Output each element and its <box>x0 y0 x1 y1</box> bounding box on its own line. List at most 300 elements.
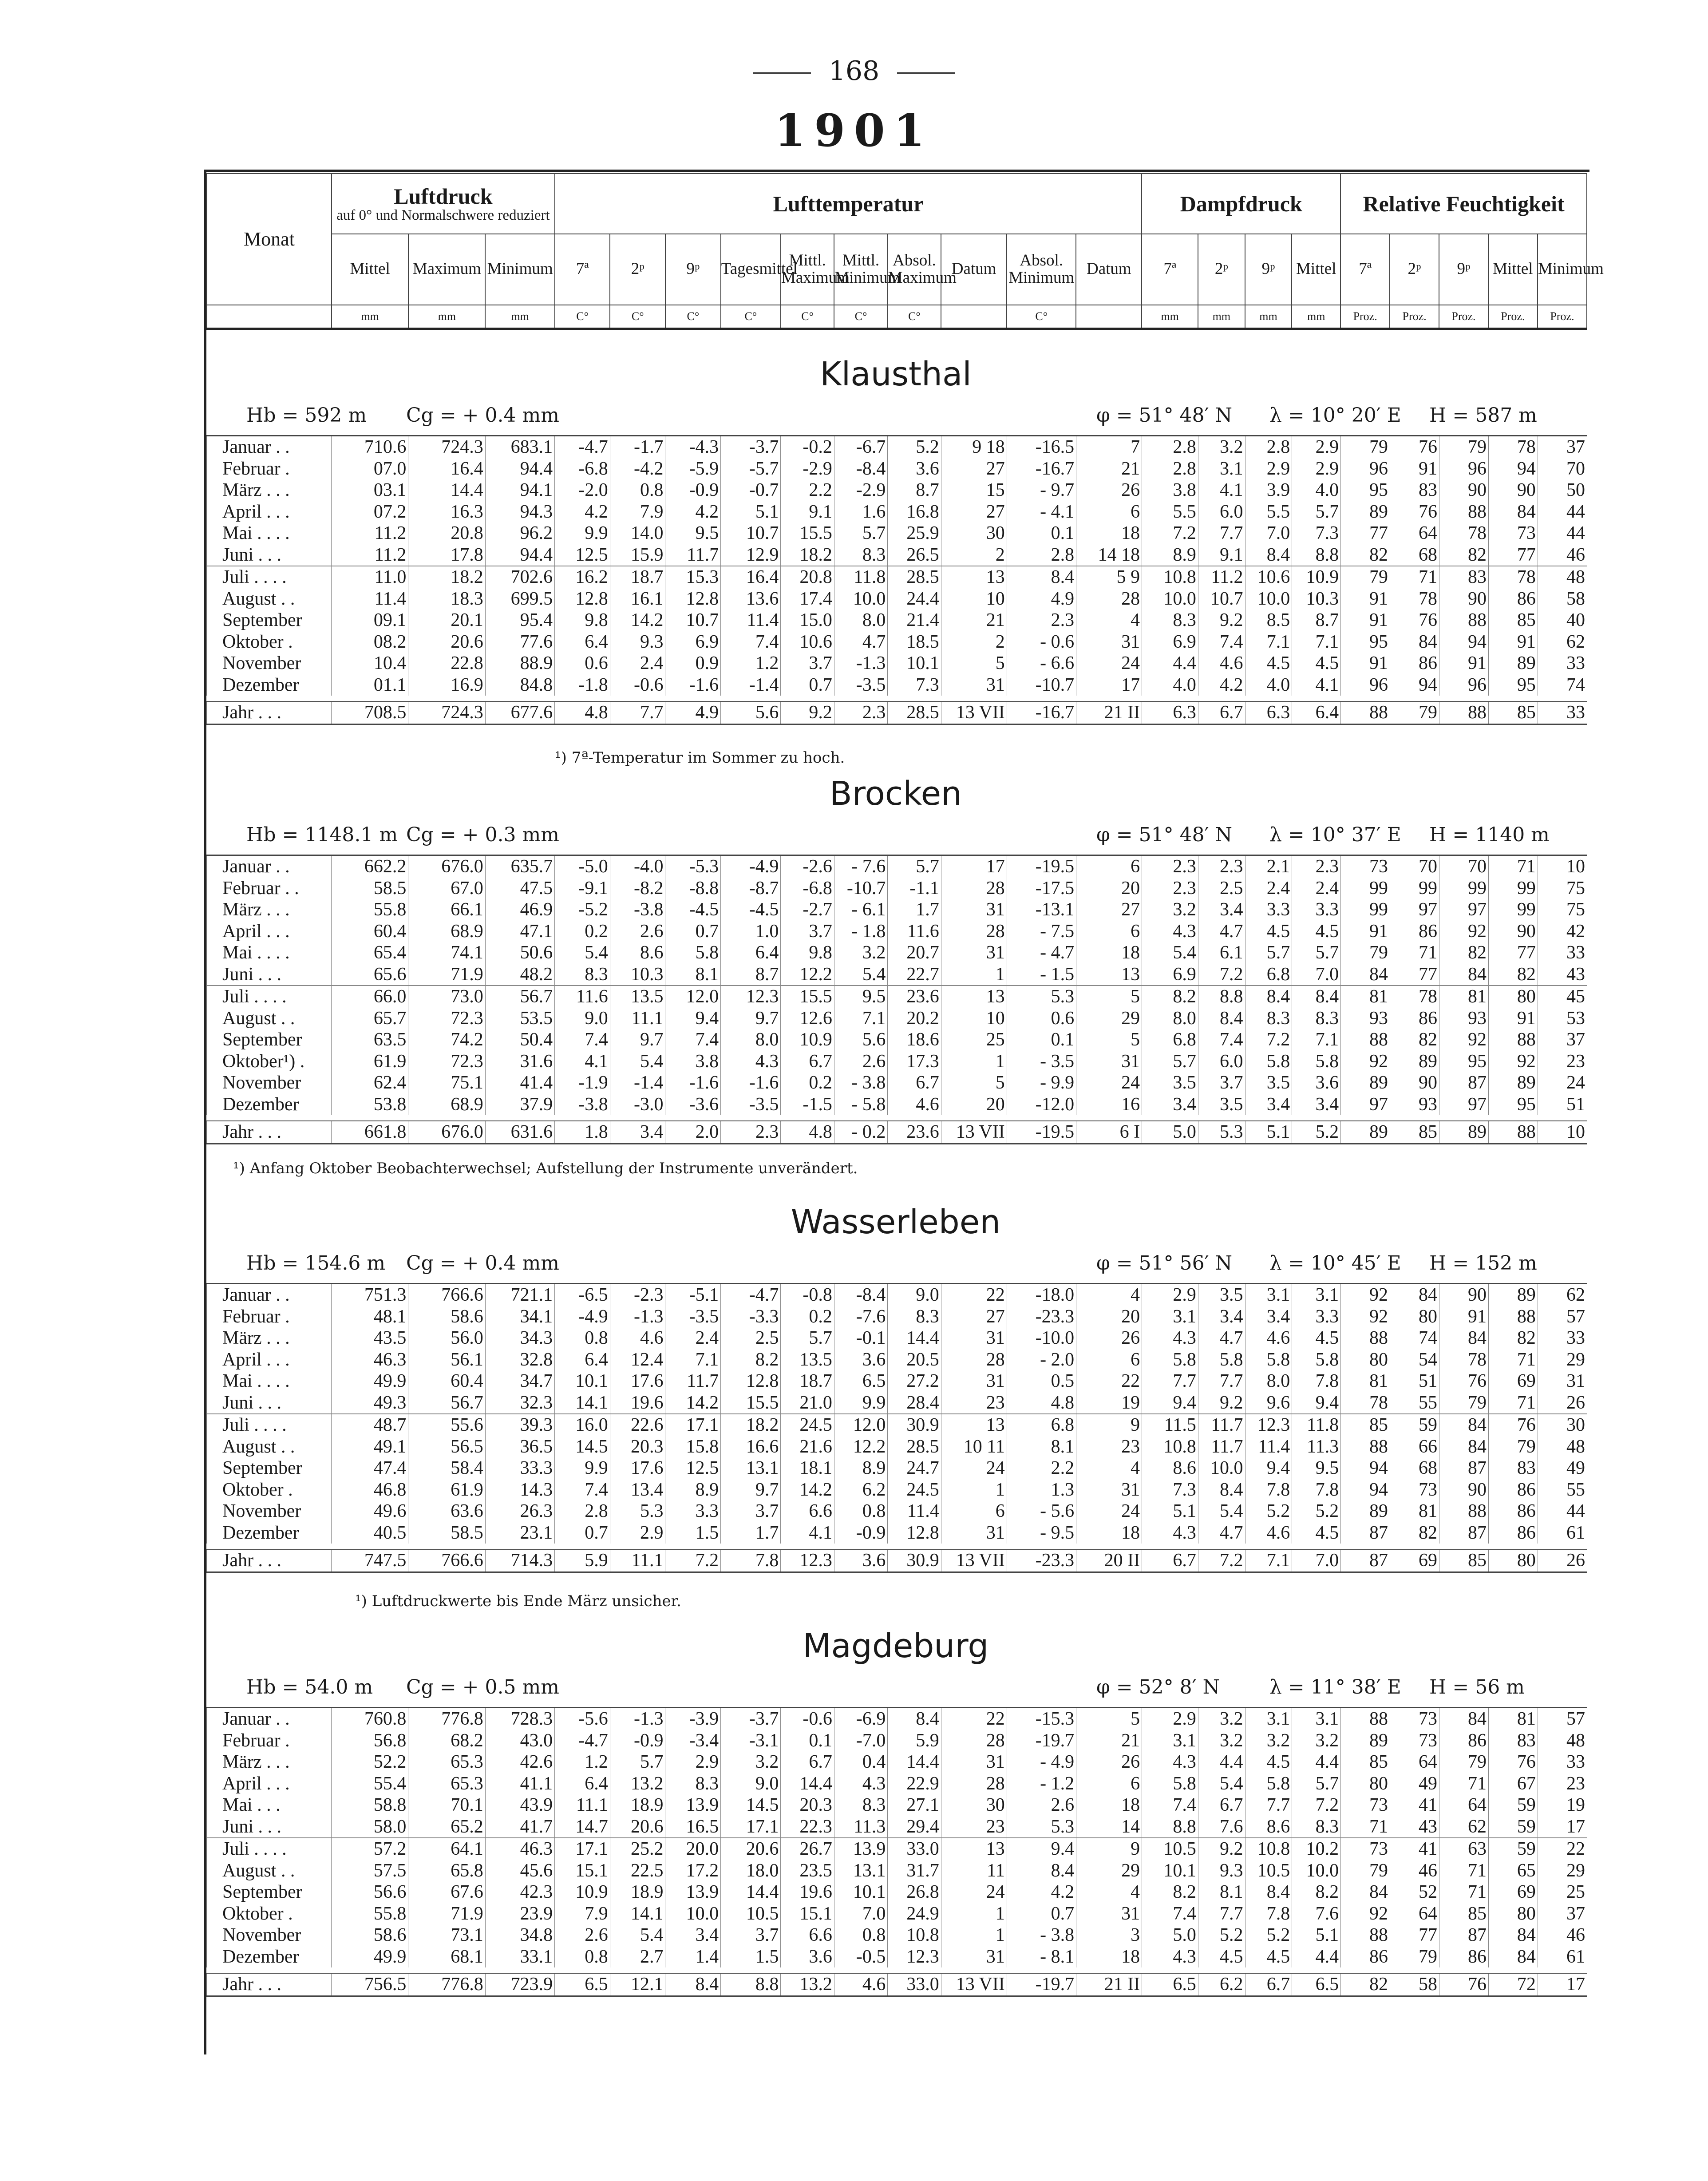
table-cell: 37 <box>1538 436 1587 458</box>
table-cell: 2.9 <box>1142 1708 1198 1730</box>
table-cell: 65.3 <box>408 1751 485 1773</box>
table-cell: 10.9 <box>781 1029 834 1051</box>
table-cell: 76 <box>1439 1370 1489 1392</box>
table-cell: 4.2 <box>1198 674 1245 696</box>
table-cell: 4.2 <box>555 501 610 523</box>
table-cell: 9.4 <box>1142 1392 1198 1414</box>
table-cell: 6.4 <box>1292 701 1341 724</box>
cg-value: Cg = + 0.3 mm <box>406 823 559 846</box>
table-cell: 5.4 <box>610 1051 665 1073</box>
month-label: Juli . . . . <box>207 566 332 588</box>
table-cell: 34.8 <box>485 1924 554 1946</box>
table-cell: -1.9 <box>555 1072 610 1094</box>
table-cell: 23 <box>1538 1051 1587 1073</box>
table-cell: 46.9 <box>485 899 554 921</box>
table-cell: 4.6 <box>1198 653 1245 674</box>
month-label: November <box>207 653 332 674</box>
table-cell: 99 <box>1341 878 1390 899</box>
table-cell: 14.4 <box>408 479 485 501</box>
table-row <box>207 1773 1587 1795</box>
table-cell: 37.9 <box>485 1094 554 1116</box>
table-cell: - 5.6 <box>1007 1500 1076 1522</box>
column-label: 2ᵖ <box>1198 234 1245 305</box>
table-cell: 23.9 <box>485 1903 554 1925</box>
table-cell: 66.0 <box>332 986 408 1008</box>
table-cell: 12.8 <box>555 588 610 610</box>
table-cell: 4.5 <box>1292 1327 1341 1349</box>
table-cell: 76 <box>1390 436 1439 458</box>
table-cell: 48.7 <box>332 1414 408 1436</box>
table-cell: 5.7 <box>1292 1773 1341 1795</box>
table-cell: -4.2 <box>610 458 665 480</box>
table-cell: 56.1 <box>408 1349 485 1371</box>
table-cell: 18 <box>1076 1522 1142 1544</box>
table-cell: 5.1 <box>1142 1500 1198 1522</box>
table-cell: 88 <box>1488 1029 1538 1051</box>
table-cell: 86 <box>1390 921 1439 942</box>
table-row <box>207 1008 1587 1029</box>
station-klausthal <box>204 355 1587 767</box>
table-cell: 14.2 <box>781 1479 834 1501</box>
table-cell: -1.3 <box>610 1306 665 1328</box>
table-cell: 20.5 <box>888 1349 941 1371</box>
table-cell: 91 <box>1488 1008 1538 1029</box>
table-cell: 23 <box>1076 1436 1142 1458</box>
table-cell: 87 <box>1341 1522 1390 1544</box>
table-cell: 4.5 <box>1245 921 1292 942</box>
table-cell: 5.8 <box>665 942 721 964</box>
table-cell: 11.5 <box>1142 1414 1198 1436</box>
table-cell: -3.8 <box>610 899 665 921</box>
table-cell: 760.8 <box>332 1708 408 1730</box>
table-cell: 66.1 <box>408 899 485 921</box>
table-cell: - 7.6 <box>834 855 887 878</box>
table-cell: 5.4 <box>1198 1500 1245 1522</box>
table-cell: 58 <box>1390 1973 1439 1996</box>
table-cell: 11.4 <box>721 610 781 631</box>
table-cell: 92 <box>1439 921 1489 942</box>
table-cell: 78 <box>1488 436 1538 458</box>
table-cell: 3.2 <box>1245 1730 1292 1752</box>
table-cell: 82 <box>1439 942 1489 964</box>
table-cell: 6.7 <box>1245 1973 1292 1996</box>
table-cell: 7.4 <box>1142 1794 1198 1816</box>
table-cell: 5 <box>1076 1708 1142 1730</box>
table-cell: 07.2 <box>332 501 408 523</box>
table-cell: 7.2 <box>1198 964 1245 986</box>
table-cell: - 0.2 <box>834 1121 887 1144</box>
table-row <box>207 674 1587 696</box>
column-label: 7ª <box>1142 234 1198 305</box>
table-cell: 84 <box>1341 964 1390 986</box>
table-row <box>207 610 1587 631</box>
table-cell: 13.5 <box>610 986 665 1008</box>
table-cell: -3.7 <box>721 1708 781 1730</box>
table-cell: 26.7 <box>781 1838 834 1860</box>
table-cell: 89 <box>1488 1284 1538 1306</box>
table-cell: 13 VII <box>941 1121 1007 1144</box>
table-cell: 76 <box>1488 1751 1538 1773</box>
table-cell: 6.9 <box>1142 631 1198 653</box>
table-cell: 78 <box>1341 1392 1390 1414</box>
year-row <box>207 1973 1587 1996</box>
table-cell: 13.9 <box>665 1794 721 1816</box>
table-cell: 4.3 <box>1142 1946 1198 1968</box>
table-cell: 4.5 <box>1245 653 1292 674</box>
table-cell: 5.7 <box>1292 942 1341 964</box>
column-label: 2ᵖ <box>1390 234 1439 305</box>
table-cell: 45 <box>1538 986 1587 1008</box>
station-params <box>204 1676 1587 1702</box>
table-cell: - 8.1 <box>1007 1946 1076 1968</box>
table-cell: -9.1 <box>555 878 610 899</box>
table-cell: 13.9 <box>834 1838 887 1860</box>
table-cell: -3.4 <box>665 1730 721 1752</box>
table-cell: 30 <box>1538 1414 1587 1436</box>
table-cell: 21.4 <box>888 610 941 631</box>
month-label: November <box>207 1072 332 1094</box>
table-cell: 8.0 <box>1245 1370 1292 1392</box>
table-cell: 69 <box>1488 1370 1538 1392</box>
table-cell: 3.5 <box>1245 1072 1292 1094</box>
table-cell: -6.8 <box>555 458 610 480</box>
table-cell: 9.5 <box>1292 1457 1341 1479</box>
table-cell: 5.7 <box>1142 1051 1198 1073</box>
table-cell: -8.2 <box>610 878 665 899</box>
table-cell: 7.8 <box>1292 1370 1341 1392</box>
table-row <box>207 921 1587 942</box>
luftdruck-header: Luftdruck auf 0° und Normalschwere reduziert <box>332 174 555 234</box>
table-cell: 13 VII <box>941 701 1007 724</box>
table-cell: 65.4 <box>332 942 408 964</box>
table-cell: - 5.8 <box>834 1094 887 1116</box>
unit-label: C° <box>888 305 941 329</box>
table-cell: 5.8 <box>1292 1349 1341 1371</box>
table-cell: 721.1 <box>485 1284 554 1306</box>
table-cell: 81 <box>1341 1370 1390 1392</box>
table-cell: 6.8 <box>1245 964 1292 986</box>
table-cell: 9 18 <box>941 436 1007 458</box>
table-cell: 10.6 <box>781 631 834 653</box>
table-cell: 6.2 <box>1198 1973 1245 1996</box>
table-cell: 68.9 <box>408 921 485 942</box>
table-cell: 54 <box>1390 1349 1439 1371</box>
table-cell: 82 <box>1390 1522 1439 1544</box>
table-cell: 76 <box>1439 1973 1489 1996</box>
table-cell: 13.2 <box>610 1773 665 1795</box>
table-cell: 25 <box>1538 1881 1587 1903</box>
table-cell: 10.1 <box>834 1881 887 1903</box>
table-cell: 88 <box>1439 1500 1489 1522</box>
table-cell: 13.1 <box>834 1860 887 1882</box>
table-cell: 77 <box>1390 964 1439 986</box>
table-cell: 3.5 <box>1142 1072 1198 1094</box>
table-cell: 8.3 <box>1292 1008 1341 1029</box>
table-cell: 661.8 <box>332 1121 408 1144</box>
table-cell: 13 VII <box>941 1973 1007 1996</box>
longitude: λ = 10° 20′ E <box>1269 404 1401 427</box>
table-cell: 84 <box>1390 1284 1439 1306</box>
table-cell: 89 <box>1439 1121 1489 1144</box>
table-cell: -8.7 <box>721 878 781 899</box>
table-cell: 8.7 <box>1292 610 1341 631</box>
table-cell: 8.1 <box>1198 1881 1245 1903</box>
table-cell: 29 <box>1076 1008 1142 1029</box>
table-cell: 48.2 <box>485 964 554 986</box>
column-label: Absol. Maximum <box>888 234 941 305</box>
table-cell: 2.4 <box>665 1327 721 1349</box>
table-cell: 3.2 <box>1198 1730 1245 1752</box>
table-cell: - 3.8 <box>834 1072 887 1094</box>
table-cell: 31.7 <box>888 1860 941 1882</box>
table-cell: 84 <box>1439 1414 1489 1436</box>
table-cell: 3.8 <box>1142 479 1198 501</box>
table-cell: 69 <box>1488 1881 1538 1903</box>
table-cell: 10.6 <box>1245 566 1292 588</box>
table-cell: 7.4 <box>555 1479 610 1501</box>
dampfdruck-header: Dampfdruck <box>1142 174 1340 234</box>
table-cell: 79 <box>1488 1436 1538 1458</box>
table-cell: 96 <box>1439 458 1489 480</box>
table-cell: 24 <box>1538 1072 1587 1094</box>
month-label: April . . . <box>207 1773 332 1795</box>
station-table <box>206 435 1587 725</box>
table-cell: 26.8 <box>888 1881 941 1903</box>
month-label: Januar . . <box>207 855 332 878</box>
table-cell: 10.1 <box>555 1370 610 1392</box>
table-cell: 3.7 <box>1198 1072 1245 1094</box>
table-cell: 71.9 <box>408 964 485 986</box>
table-cell: 46.3 <box>332 1349 408 1371</box>
table-cell: 13.1 <box>721 1457 781 1479</box>
table-cell: -2.7 <box>781 899 834 921</box>
table-cell: 3.1 <box>1198 458 1245 480</box>
table-cell: 84 <box>1439 1708 1489 1730</box>
table-cell: 26 <box>1076 479 1142 501</box>
table-cell: - 4.7 <box>1007 942 1076 964</box>
table-cell: 82 <box>1341 1973 1390 1996</box>
table-cell: 747.5 <box>332 1549 408 1572</box>
table-cell: 7 <box>1076 436 1142 458</box>
table-cell: 11.6 <box>888 921 941 942</box>
table-cell: 4.2 <box>665 501 721 523</box>
table-cell: 3.4 <box>665 1924 721 1946</box>
table-cell: 61.9 <box>332 1051 408 1073</box>
table-cell: 6 <box>1076 855 1142 878</box>
table-cell: 9.1 <box>781 501 834 523</box>
unit-label: mm <box>1245 305 1292 329</box>
table-cell: 7.1 <box>665 1349 721 1371</box>
table-cell: -2.9 <box>834 479 887 501</box>
table-cell: 16.5 <box>665 1816 721 1838</box>
table-cell: 75 <box>1538 878 1587 899</box>
table-cell: 55.6 <box>408 1414 485 1436</box>
table-cell: 65.3 <box>408 1773 485 1795</box>
table-cell: 68.2 <box>408 1730 485 1752</box>
table-cell: 4.4 <box>1292 1751 1341 1773</box>
table-cell: 1 <box>941 1903 1007 1925</box>
table-cell: 3.2 <box>1292 1730 1341 1752</box>
table-cell: -1.3 <box>834 653 887 674</box>
table-cell: 10 <box>1538 855 1587 878</box>
table-row <box>207 986 1587 1008</box>
table-cell: -4.0 <box>610 855 665 878</box>
table-cell: 51 <box>1390 1370 1439 1392</box>
table-cell: 6 <box>1076 501 1142 523</box>
table-cell: 28 <box>1076 588 1142 610</box>
table-cell: 2.3 <box>1198 855 1245 878</box>
table-cell: 90 <box>1488 921 1538 942</box>
table-cell: 91 <box>1439 1306 1489 1328</box>
table-cell: 84 <box>1439 1436 1489 1458</box>
table-cell: 8.4 <box>1292 986 1341 1008</box>
table-cell: 8.8 <box>1292 544 1341 566</box>
table-cell: 4.6 <box>1245 1327 1292 1349</box>
table-cell: 84 <box>1488 1946 1538 1968</box>
table-cell: 50.6 <box>485 942 554 964</box>
table-cell: 73 <box>1390 1730 1439 1752</box>
table-cell: 24.9 <box>888 1903 941 1925</box>
table-cell: 08.2 <box>332 631 408 653</box>
table-cell: 16 <box>1076 1094 1142 1116</box>
table-cell: 3.2 <box>1198 436 1245 458</box>
table-cell: 699.5 <box>485 588 554 610</box>
table-cell: 97 <box>1341 1094 1390 1116</box>
table-cell: 67.0 <box>408 878 485 899</box>
table-cell: 83 <box>1390 479 1439 501</box>
table-cell: 8.4 <box>665 1973 721 1996</box>
table-cell: 3.7 <box>721 1924 781 1946</box>
table-cell: 73 <box>1341 855 1390 878</box>
table-cell: 84 <box>1488 501 1538 523</box>
table-row <box>207 458 1587 480</box>
month-label: August . . <box>207 1436 332 1458</box>
table-cell: 3.4 <box>1245 1306 1292 1328</box>
table-cell: 71 <box>1390 566 1439 588</box>
table-cell: 4.7 <box>1198 1327 1245 1349</box>
height: H = 152 m <box>1429 1252 1537 1275</box>
table-cell: 19.6 <box>610 1392 665 1414</box>
table-cell: 43.9 <box>485 1794 554 1816</box>
table-cell: 29 <box>1538 1349 1587 1371</box>
table-cell: 2.9 <box>1245 458 1292 480</box>
table-cell: 1.3 <box>1007 1479 1076 1501</box>
month-label: Februar . <box>207 1306 332 1328</box>
table-cell: 11.1 <box>610 1008 665 1029</box>
table-cell: 44 <box>1538 522 1587 544</box>
table-cell: 71.9 <box>408 1903 485 1925</box>
page-number: 168 <box>0 55 1708 87</box>
table-cell: - 1.8 <box>834 921 887 942</box>
table-cell: 7.7 <box>1198 522 1245 544</box>
table-cell: 65 <box>1488 1860 1538 1882</box>
month-label: September <box>207 1029 332 1051</box>
table-cell: 43 <box>1538 964 1587 986</box>
table-cell: 7.4 <box>665 1029 721 1051</box>
table-cell: -5.3 <box>665 855 721 878</box>
table-cell: 79 <box>1341 436 1390 458</box>
hb-value: Hb = 1148.1 m <box>246 823 398 846</box>
table-cell: 10.4 <box>332 653 408 674</box>
table-cell: 6.7 <box>1142 1549 1198 1572</box>
table-cell: 15.5 <box>781 522 834 544</box>
table-cell: 69 <box>1390 1549 1439 1572</box>
table-cell: 5.8 <box>1245 1349 1292 1371</box>
table-row <box>207 855 1587 878</box>
table-cell: - 9.7 <box>1007 479 1076 501</box>
table-cell: 17.1 <box>665 1414 721 1436</box>
table-cell: 70 <box>1390 855 1439 878</box>
table-cell: 62.4 <box>332 1072 408 1094</box>
cg-value: Cg = + 0.4 mm <box>406 1252 559 1275</box>
table-cell: 4.1 <box>555 1051 610 1073</box>
table-cell: 10.0 <box>834 588 887 610</box>
table-cell: 5.2 <box>1245 1500 1292 1522</box>
table-cell: -1.4 <box>721 674 781 696</box>
table-cell: 18.2 <box>408 566 485 588</box>
table-cell: 39.3 <box>485 1414 554 1436</box>
table-cell: 3.5 <box>1198 1284 1245 1306</box>
table-cell: 56.7 <box>408 1392 485 1414</box>
station-title: Brocken <box>829 775 962 813</box>
table-cell: 78 <box>1390 986 1439 1008</box>
hb-value: Hb = 154.6 m <box>246 1252 386 1275</box>
table-cell: 3.8 <box>665 1051 721 1073</box>
table-cell: 14.4 <box>888 1751 941 1773</box>
column-header <box>206 173 1604 330</box>
table-cell: 94.1 <box>485 479 554 501</box>
table-cell: 23.1 <box>485 1522 554 1544</box>
table-cell: 88 <box>1488 1121 1538 1144</box>
table-cell: 5.2 <box>888 436 941 458</box>
table-cell: 0.8 <box>555 1946 610 1968</box>
table-cell: 13 <box>941 1414 1007 1436</box>
unit-cell <box>207 305 332 329</box>
table-cell: 33 <box>1538 942 1587 964</box>
table-cell: 81 <box>1390 1500 1439 1522</box>
table-cell: 76 <box>1390 501 1439 523</box>
table-cell: 5 <box>1076 1029 1142 1051</box>
table-cell: -0.7 <box>721 479 781 501</box>
column-label: Mittel <box>1292 234 1340 305</box>
table-cell: 766.6 <box>408 1549 485 1572</box>
unit-label: mm <box>408 305 485 329</box>
table-cell: 95 <box>1439 1051 1489 1073</box>
table-cell: -13.1 <box>1007 899 1076 921</box>
table-cell: 12.3 <box>721 986 781 1008</box>
year-row <box>207 701 1587 724</box>
table-cell: -3.5 <box>721 1094 781 1116</box>
column-label: 7ª <box>555 234 610 305</box>
table-cell: 95 <box>1488 674 1538 696</box>
table-cell: 4.3 <box>1142 1751 1198 1773</box>
table-cell: 68.1 <box>408 1946 485 1968</box>
table-cell: 21 <box>1076 1730 1142 1752</box>
table-cell: 11.0 <box>332 566 408 588</box>
table-cell: 96 <box>1341 458 1390 480</box>
table-cell: 49.9 <box>332 1946 408 1968</box>
table-cell: 2.8 <box>1142 458 1198 480</box>
table-cell: 7.8 <box>1292 1479 1341 1501</box>
table-cell: 6.7 <box>1198 1794 1245 1816</box>
table-cell: 58.8 <box>332 1794 408 1816</box>
table-cell: 52 <box>1390 1881 1439 1903</box>
table-cell: 95 <box>1341 479 1390 501</box>
table-cell: -3.1 <box>721 1730 781 1752</box>
table-cell: 6.5 <box>834 1370 887 1392</box>
table-cell: 3.4 <box>1292 1094 1341 1116</box>
table-cell: 10.8 <box>1142 1436 1198 1458</box>
